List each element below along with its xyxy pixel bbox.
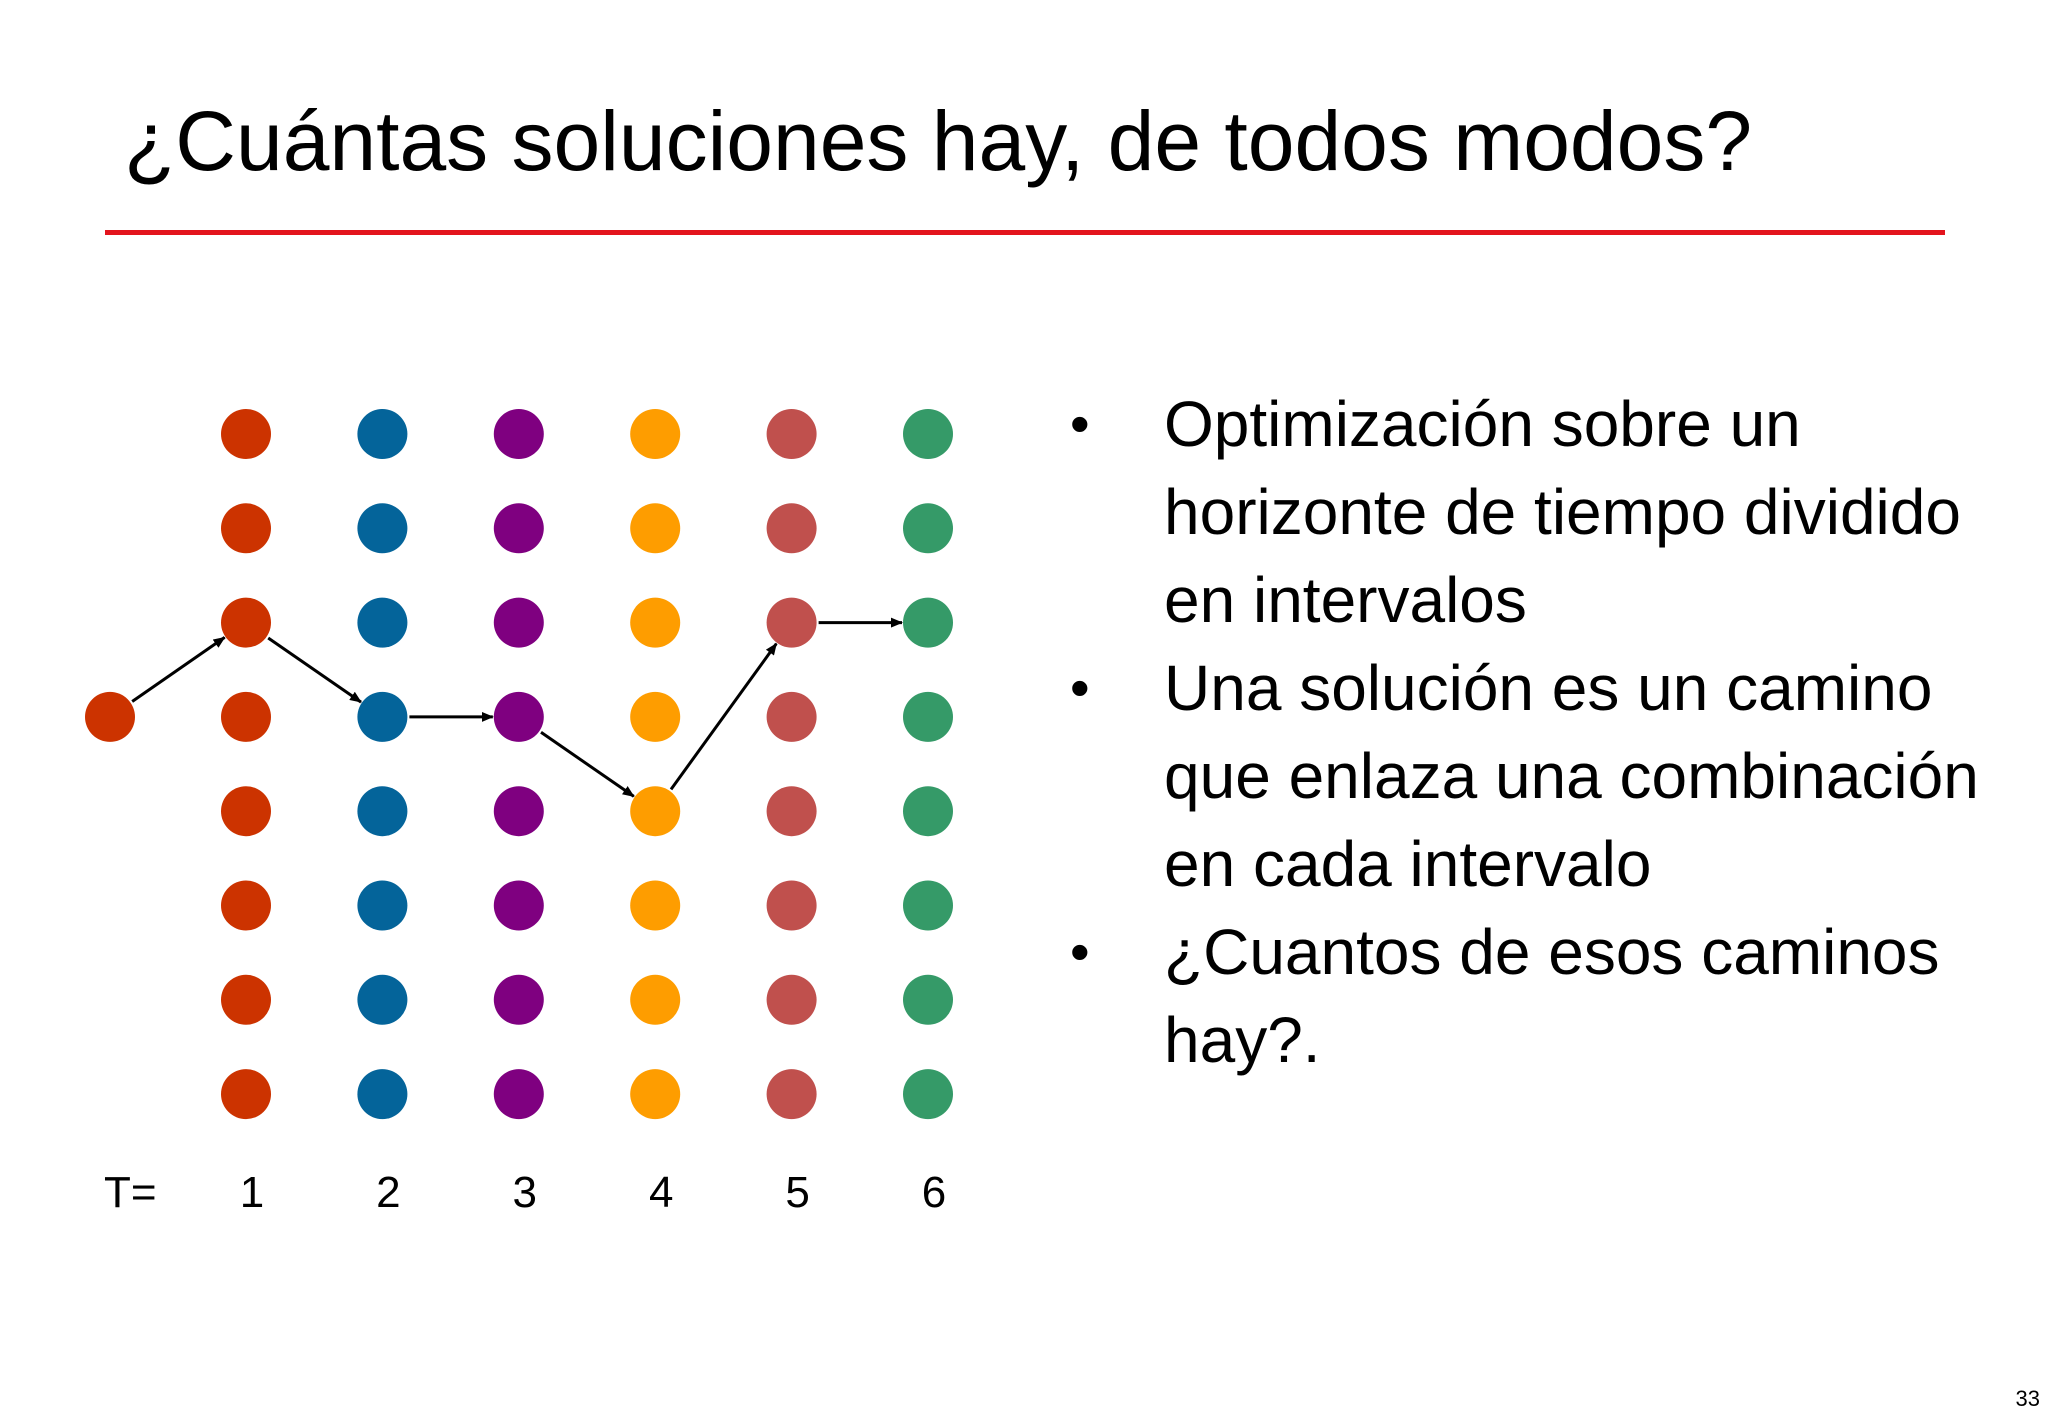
state-node-t1-r8 [221,1069,271,1119]
time-label-2: 2 [376,1168,401,1217]
start-node [85,692,135,742]
state-node-t4-r4 [630,692,680,742]
state-node-t5-r7 [767,975,817,1025]
time-label-4: 4 [648,1168,674,1217]
state-node-t6-r7 [903,975,953,1025]
bullet-text: Optimización sobre un horizonte de tiempo dividido en intervalos [1164,388,1961,636]
bullet-marker: • [1070,920,1090,983]
state-node-t1-r3 [221,598,271,648]
state-node-t1-r2 [221,503,271,553]
bullet-text: ¿Cuantos de esos caminos hay?. [1164,916,1940,1076]
state-node-t4-r7 [630,975,680,1025]
state-node-t4-r2 [630,503,680,553]
state-nodes [85,409,953,1119]
state-node-t3-r7 [494,975,544,1025]
bullet-list [1060,380,2000,1084]
state-node-t1-r5 [221,786,271,836]
time-label-5: 5 [785,1168,810,1217]
state-node-t6-r3 [903,598,953,648]
state-node-t2-r1 [357,409,407,459]
state-node-t1-r7 [221,975,271,1025]
state-node-t2-r8 [357,1069,407,1119]
state-node-t3-r1 [494,409,544,459]
time-axis-prefix: T= [104,1168,157,1217]
state-node-t2-r7 [357,975,407,1025]
state-node-t2-r4 [357,692,407,742]
state-node-t1-r4 [221,692,271,742]
state-node-t6-r2 [903,503,953,553]
state-node-t5-r4 [767,692,817,742]
bullet-item [1060,380,2000,644]
state-node-t6-r6 [903,881,953,931]
state-node-t2-r2 [357,503,407,553]
time-axis-labels [104,1168,946,1217]
path-arrow-4 [541,732,634,796]
page-number: 33 [2015,1386,2040,1411]
state-node-t5-r6 [767,881,817,931]
state-node-t4-r3 [630,598,680,648]
state-node-t6-r8 [903,1069,953,1119]
state-node-t2-r5 [357,786,407,836]
state-node-t3-r6 [494,881,544,931]
state-node-t5-r8 [767,1069,817,1119]
bullet-item [1060,908,2000,1084]
state-node-t4-r6 [630,881,680,931]
state-node-t1-r6 [221,881,271,931]
state-node-t3-r4 [494,692,544,742]
state-node-t2-r6 [357,881,407,931]
state-node-t5-r2 [767,503,817,553]
path-arrow-1 [132,637,224,701]
state-node-t3-r2 [494,503,544,553]
state-node-t4-r8 [630,1069,680,1119]
time-label-1: 1 [239,1168,265,1217]
state-node-t3-r3 [494,598,544,648]
path-arrow-2 [268,638,361,702]
slide-title: ¿Cuántas soluciones hay, de todos modos? [124,94,1753,188]
state-node-t6-r1 [903,409,953,459]
state-node-t3-r5 [494,786,544,836]
bullet-item [1060,644,2000,908]
time-label-3: 3 [512,1168,538,1217]
bullet-marker: • [1070,392,1090,455]
bullet-marker: • [1070,656,1090,719]
state-node-t4-r5 [630,786,680,836]
state-node-t5-r1 [767,409,817,459]
state-node-t6-r4 [903,692,953,742]
state-node-t4-r1 [630,409,680,459]
state-node-t6-r5 [903,786,953,836]
state-node-t1-r1 [221,409,271,459]
state-node-t3-r8 [494,1069,544,1119]
time-interval-path-diagram [0,0,1040,1240]
bullet-text: Una solución es un camino que enlaza una combinación en cada intervalo [1164,652,1979,900]
state-node-t5-r3 [767,598,817,648]
path-arrow-5 [671,644,776,790]
time-label-6: 6 [921,1168,947,1217]
state-node-t2-r3 [357,598,407,648]
state-node-t5-r5 [767,786,817,836]
